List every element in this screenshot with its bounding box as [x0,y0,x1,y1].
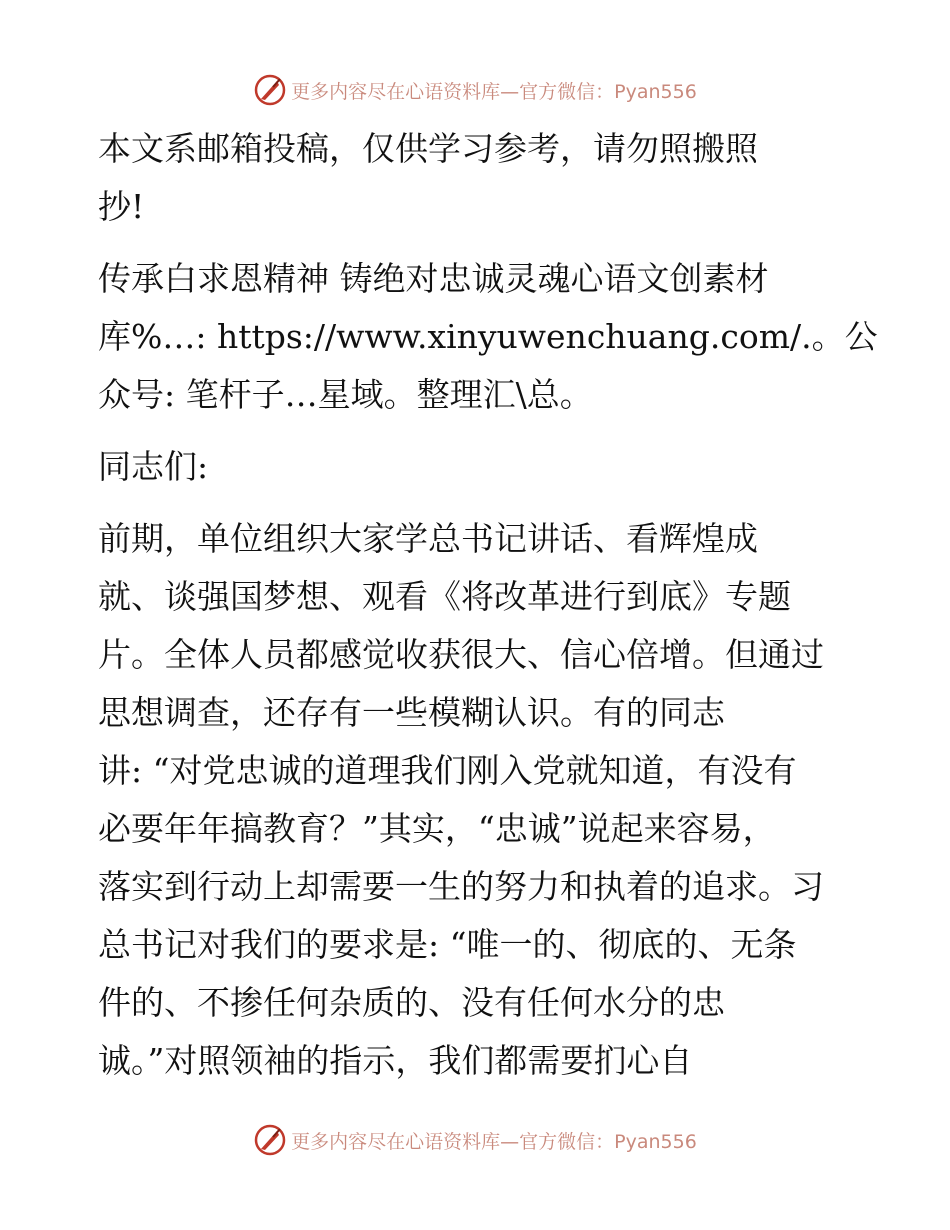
text-line: 必要年年搞教育？”其实，“忠诚”说起来容易， [98,809,776,848]
salutation-paragraph [98,438,858,496]
text-line: 抄! [98,187,145,226]
text-line: 库%…: https://www.xinyuwenchuang.com/.。公 [98,317,878,356]
text-line: 本文系邮箱投稿，仅供学习参考，请勿照搬照 [98,129,758,168]
document-body [98,120,878,1090]
text-line: 讲: “对党忠诚的道理我们刚入党就知道，有没有 [98,751,797,790]
text-line: 片。全体人员都感觉收获很大、信心倍增。但通过 [98,635,824,674]
quill-circle-icon [253,1123,287,1157]
footer-watermark-banner [0,1120,950,1160]
watermark-text: 更多内容尽在心语资料库—官方微信：Pyan556 [291,1130,697,1153]
text-line: 就、谈强国梦想、观看《将改革进行到底》专题 [98,577,791,616]
text-line: 传承白求恩精神 铸绝对忠诚灵魂心语文创素材 [98,259,769,298]
text-line: 总书记对我们的要求是: “唯一的、彻底的、无条 [98,925,797,964]
disclaimer-paragraph [98,120,858,236]
header-watermark-banner [0,70,950,110]
text-line: 思想调查，还存有一些模糊认识。有的同志 [98,693,725,732]
watermark-text: 更多内容尽在心语资料库—官方微信：Pyan556 [291,80,697,103]
body-paragraph [98,510,858,1090]
text-line: 众号: 笔杆子…星域。整理汇\总。 [98,375,593,414]
text-line: 落实到行动上却需要一生的努力和执着的追求。习 [98,867,824,906]
text-line: 同志们: [98,447,209,486]
text-line: 前期，单位组织大家学总书记讲话、看辉煌成 [98,519,758,558]
text-line: 诚。”对照领袖的指示，我们都需要扪心自 [98,1041,693,1080]
title-source-paragraph [98,250,878,424]
text-line: 件的、不掺任何杂质的、没有任何水分的忠 [98,983,725,1022]
quill-circle-icon [253,73,287,107]
